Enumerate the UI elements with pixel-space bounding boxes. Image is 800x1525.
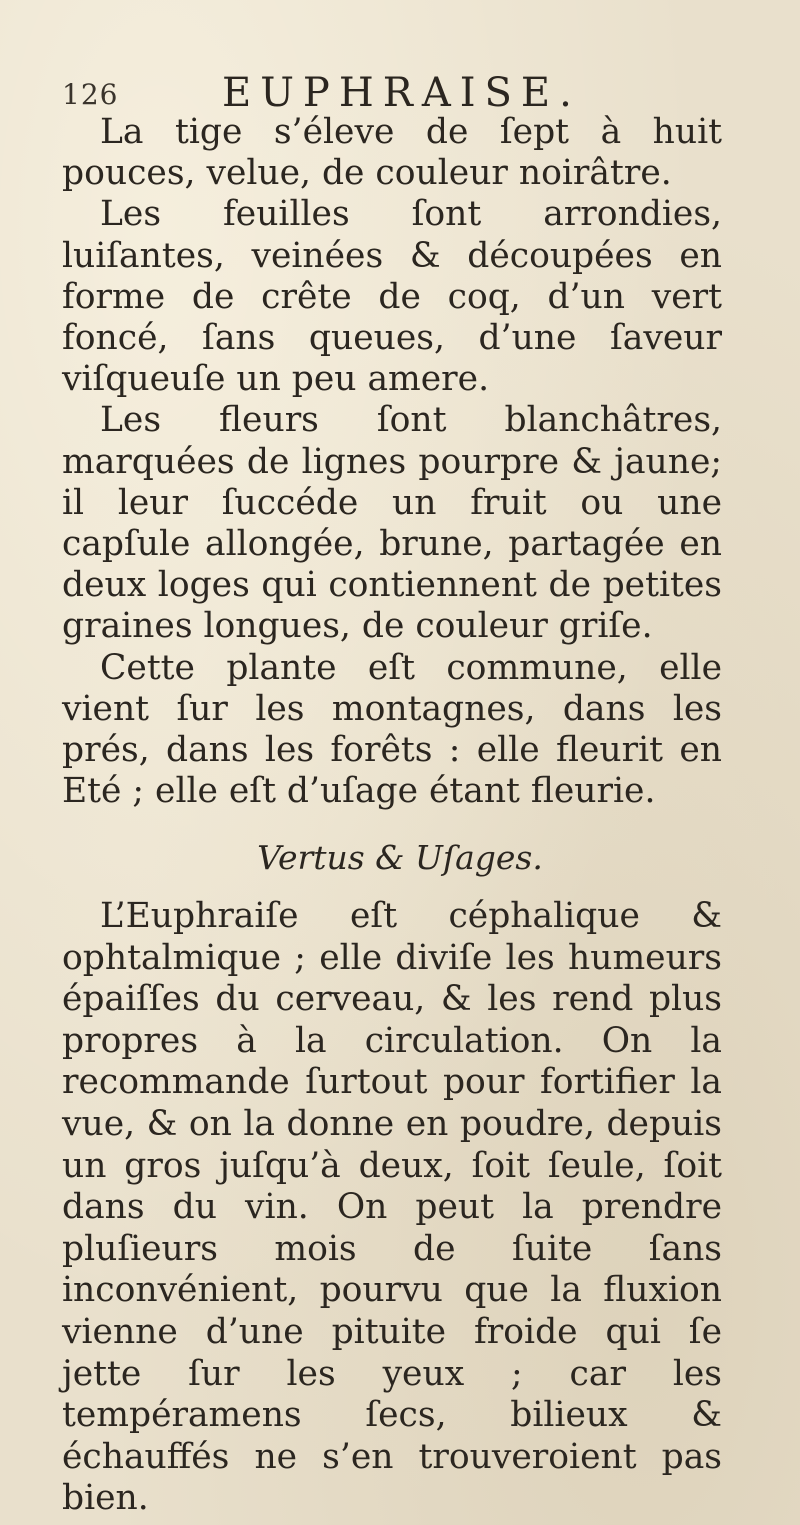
paragraph-habitat: Cette plante eſt commune, elle vient ſur les montagnes, dans les prés, dans les forêts : elle fleurit en Eté ; elle eſt d’uſage étant fleurie. bbox=[62, 647, 722, 812]
section-heading: Vertus & Uſages. bbox=[257, 838, 543, 877]
paragraph-leaves: Les feuilles ſont arrondies, luiſantes, veinées & découpées en forme de crête de coq, d’un vert foncé, ſans queues, d’une ſaveur viſqueuſe un peu amere. bbox=[62, 194, 722, 400]
paragraph-stem: La tige s’éleve de ſept à huit pouces, velue, de couleur noirâtre. bbox=[62, 112, 722, 194]
paragraph-flowers: Les fleurs ſont blanchâtres, marquées de lignes pourpre & jaune; il leur ſuccéde un fruit ou une capſule allongée, brune, partagée en deux loges qui contiennent de petites graines longues, de couleur griſe. bbox=[62, 400, 722, 647]
virtues-text bbox=[62, 896, 722, 1520]
description-text bbox=[62, 112, 722, 812]
paragraph-virtues: L’Euphraiſe eſt céphalique & ophtalmique ; elle diviſe les humeurs épaiſſes du cerveau, & les rend plus propres à la circulation. On la recommande ſurtout pour fortifier la vue, & on la donne en poudre, depuis un gros juſqu’à deux, ſoit ſeule, ſoit dans du vin. On peut la prendre pluſieurs mois de ſuite ſans inconvénient, pourvu que la fluxion vienne d’une pituite froide qui ſe jette ſur les yeux ; car les tempéramens ſecs, bilieux & échauffés ne s’en trouveroient pas bien. bbox=[62, 896, 722, 1519]
running-title: EUPHRAISE. bbox=[222, 70, 581, 116]
page-number: 126 bbox=[62, 78, 119, 111]
